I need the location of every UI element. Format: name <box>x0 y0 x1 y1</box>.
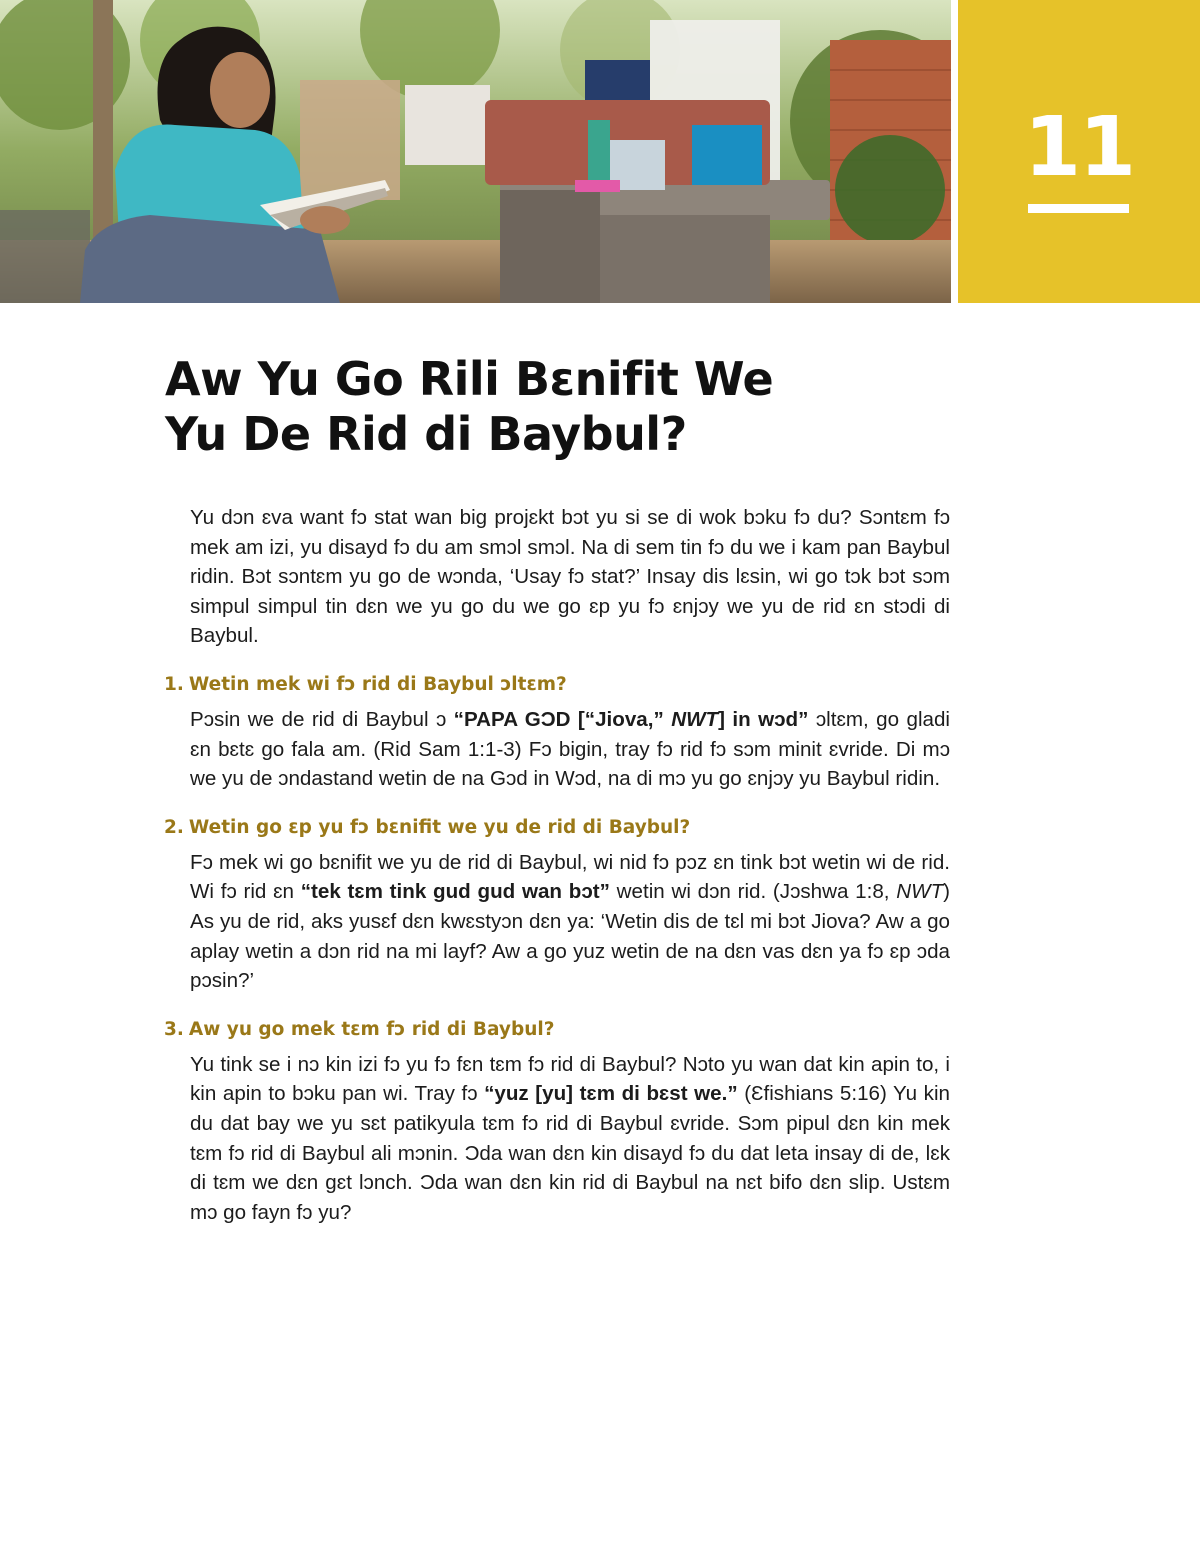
question-text: Wetin mek wi fɔ rid di Baybul ɔltɛm? <box>188 673 567 695</box>
question-number: 1. <box>164 673 184 695</box>
question-number: 2. <box>164 816 184 838</box>
title-line-1: Aw Yu Go Rili Bɛnifit We <box>165 352 774 406</box>
section-paragraph-2 <box>190 848 950 996</box>
scripture-quote: ] in wɔd” <box>718 707 809 731</box>
question-number: 3. <box>164 1018 184 1040</box>
scripture-quote: “PAPA GƆD [“Jiova,” <box>453 707 664 731</box>
section-paragraph-1 <box>190 705 950 794</box>
title-line-2: Yu De Rid di Baybul? <box>165 407 687 461</box>
section-question-1 <box>164 671 950 699</box>
hero-photo <box>0 0 951 303</box>
text-run: Pɔsin we de rid di Baybul ɔ <box>190 707 454 731</box>
text-run: wetin wi dɔn rid. (Jɔshwa 1:8, <box>609 880 897 904</box>
page-title <box>165 352 945 462</box>
question-text: Wetin go ɛp yu fɔ bɛnifit we yu de rid di Baybul? <box>188 816 691 838</box>
lesson-number-box <box>958 0 1200 303</box>
woman-reading-bible-photo <box>0 0 951 303</box>
lesson-number: 11 <box>1023 100 1135 195</box>
section-question-2 <box>164 814 950 842</box>
lesson-number-underline <box>1028 204 1129 213</box>
translation-abbrev: NWT <box>896 880 944 904</box>
text-run: ) As yu de rid, aks yusɛf dɛn kwɛstyɔn dɛn ya: ‘Wetin dis de tɛl mi bɔt Jiova? Aw a go aplay wetin a dɔn rid na mi layf? Aw a go yuz wetin de na dɛn vas dɛn ya fɔ ɛp ɔda pɔsin?’ <box>190 880 951 993</box>
scripture-quote: “tek tɛm tink gud gud wan bɔt” <box>300 880 610 904</box>
translation-abbrev: NWT <box>671 707 719 731</box>
text-run: Yu tink se i nɔ kin izi fɔ yu fɔ fɛn tɛm fɔ rid di Baybul? Nɔto yu wan dat kin apin to, i kin apin to bɔku pan wi. Tray fɔ <box>190 1052 950 1106</box>
section-paragraph-3 <box>190 1050 950 1228</box>
question-text: Aw yu go mek tɛm fɔ rid di Baybul? <box>188 1018 555 1040</box>
text-run: (Ɛfishians 5:16) Yu kin du dat bay we yu sɛt patikyula tɛm fɔ rid di Baybul ɛvride. Sɔm pipul dɛn kin mek tɛm fɔ rid di Baybul ali mɔnin. Ɔda wan dɛn kin disayd fɔ du dat leta insay di de, lɛk di tɛm we dɛn gɛt lɔnch. Ɔda wan dɛn kin rid di Baybul na nɛt bifo dɛn slip. Ustɛm mɔ go fayn fɔ yu? <box>190 1082 950 1224</box>
text-run: Fɔ mek wi go bɛnifit we yu de rid di Baybul, wi nid fɔ pɔz ɛn tink bɔt wetin wi de rid. Wi fɔ rid ɛn <box>190 850 950 904</box>
intro-paragraph: Yu dɔn ɛva want fɔ stat wan big projɛkt bɔt yu si se di wok bɔku fɔ du? Sɔntɛm fɔ mek am izi, yu disayd fɔ du am smɔl smɔl. Na di sem tin fɔ du we i kam pan Baybul ridin. Bɔt sɔntɛm yu go de wɔnda, ‘Usay fɔ stat?’ Insay dis lɛsin, wi go tɔk bɔt sɔm simpul simpul tin dɛn we yu go du we go ɛp yu fɔ ɛnjɔy we yu de rid ɛn stɔdi di Baybul. <box>190 506 950 648</box>
lesson-content <box>164 503 951 1227</box>
text-run: ɔltɛm, go gladi ɛn bɛtɛ go fala am. (Rid Sam 1:1-3) Fɔ bigin, tray fɔ rid fɔ sɔm minit ɛvride. Di mɔ we yu de ɔndastand wetin de na Gɔd in Wɔd, na di mɔ yu go ɛnjɔy yu Baybul ridin. <box>190 707 951 791</box>
section-question-3 <box>164 1016 950 1044</box>
scripture-quote: “yuz [yu] tɛm di bɛst we.” <box>484 1082 738 1106</box>
